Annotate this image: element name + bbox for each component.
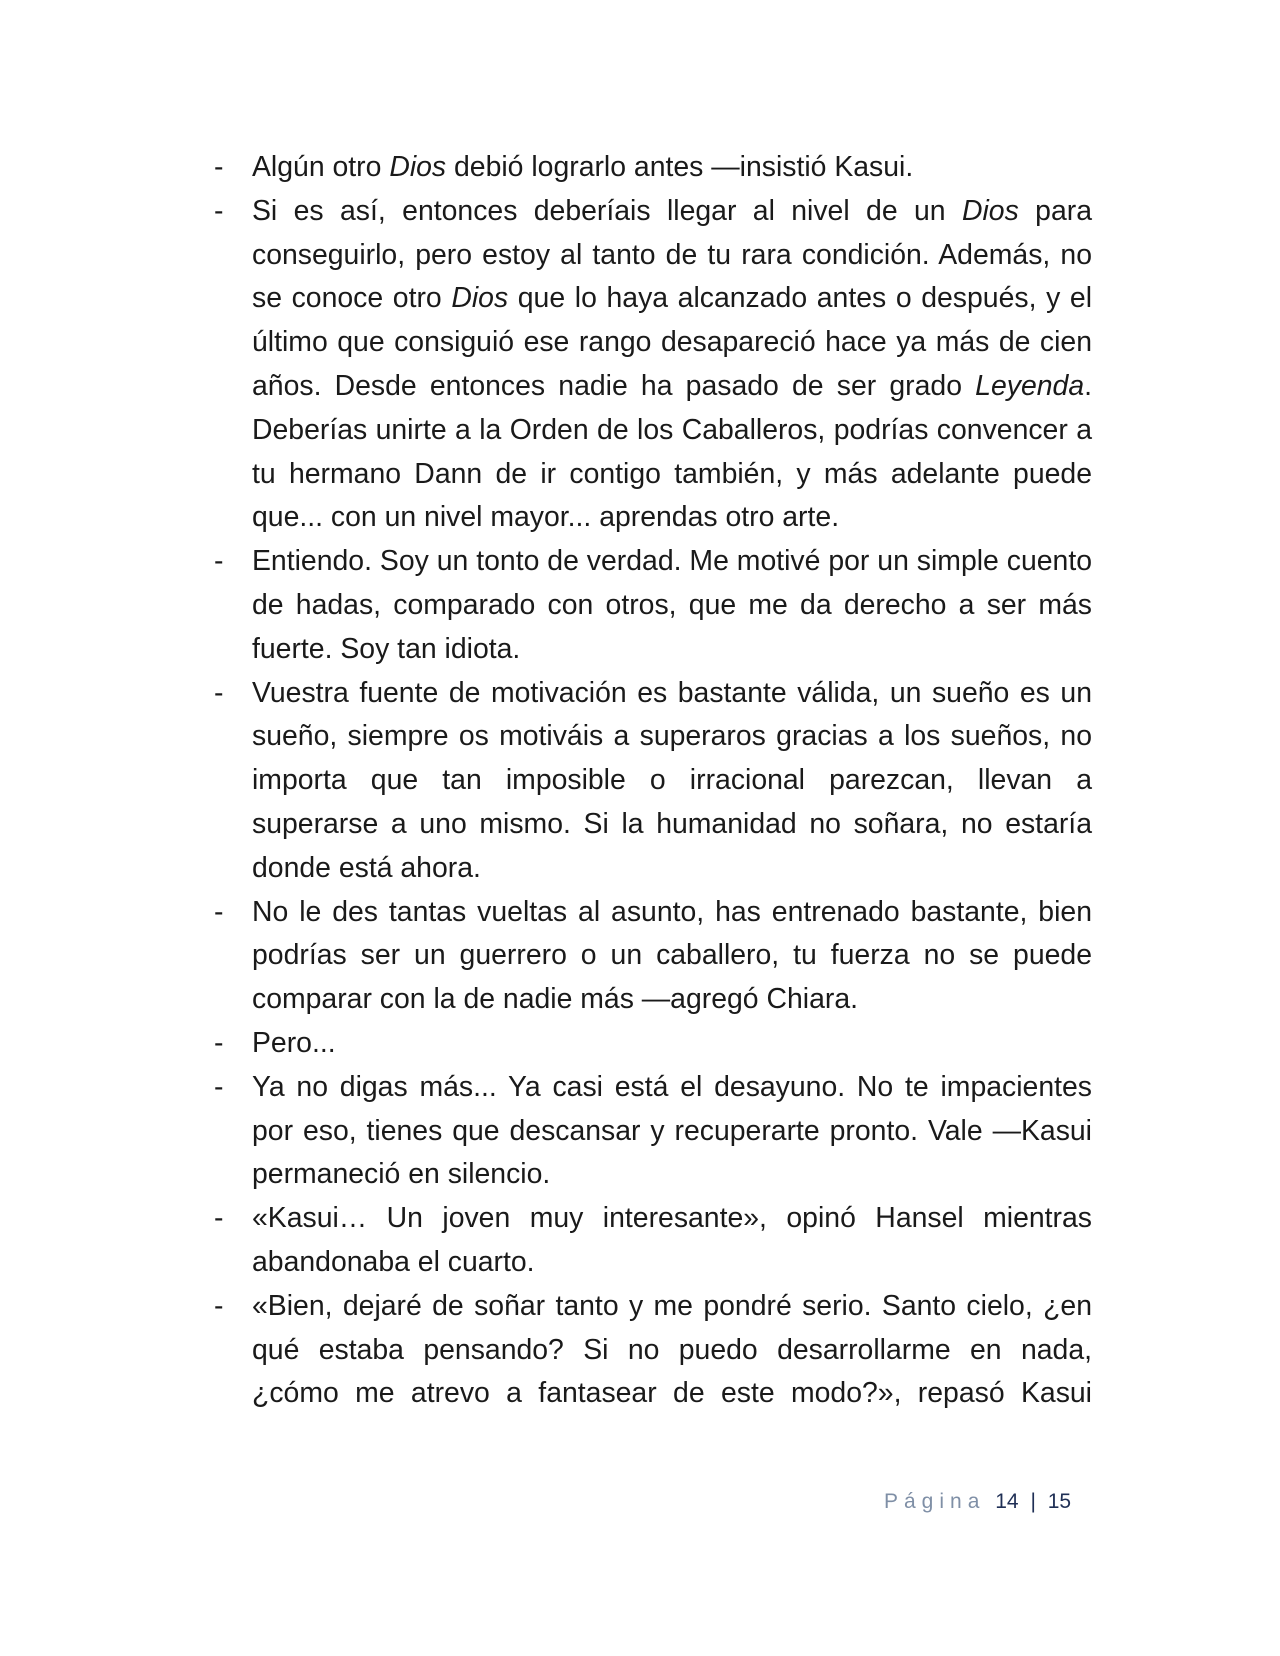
dialogue-line [214, 146, 1092, 190]
dialogue-dash: - [214, 895, 224, 928]
text-segment: para conseguirlo, pero estoy al tanto de tu rara condición. Además, no se conoce otro [252, 194, 1092, 315]
text-segment: Vuestra fuente de motivación es bastante válida, un sueño es un sueño, siempre os motiváis a superaros gracias a los sueños, no importa que tan imposible o irracional parezcan, llevan a superarse a uno mismo. Si la humanidad no soñara, no estaría donde está ahora. [252, 676, 1092, 884]
page-separator: | [1030, 1490, 1036, 1513]
dialogue-line [214, 1285, 1092, 1416]
dialogue-dash: - [214, 151, 224, 183]
page-label: Página [884, 1490, 986, 1513]
text-segment: Algún otro [252, 151, 390, 183]
dialogue-line [214, 1022, 1092, 1066]
dialogue-list [214, 146, 1092, 1416]
italic-text-segment: Dios [961, 194, 1019, 227]
text-segment: debió lograrlo antes —insistió Kasui. [446, 151, 914, 183]
text-segment: . Deberías unirte a la Orden de los Caballeros, podrías convencer a tu hermano Dann de ir contigo también, y más adelante puede que... con un nivel mayor... aprendas otro arte. [252, 369, 1092, 534]
text-segment: «Bien, dejaré de soñar tanto y me pondré serio. Santo cielo, ¿en qué estaba pensando? Si no puedo desarrollarme en nada, ¿cómo me atrevo a fantasear de este modo?», repasó Kasui [252, 1289, 1092, 1410]
text-segment: Ya no digas más... Ya casi está el desayuno. No te impacientes por eso, tienes que descansar y recuperarte pronto. Vale —Kasui permaneció en silencio. [252, 1070, 1092, 1191]
total-page-count: 15 [1047, 1490, 1072, 1513]
dialogue-dash: - [214, 1026, 224, 1059]
italic-text-segment: Leyenda [975, 369, 1085, 402]
text-segment: Si es así, entonces deberíais llegar al nivel de un [252, 194, 962, 227]
dialogue-dash: - [214, 1070, 224, 1103]
italic-text-segment: Dios [451, 282, 509, 315]
dialogue-dash: - [214, 1202, 224, 1235]
current-page-number: 14 [995, 1490, 1019, 1513]
page-footer [884, 1490, 1071, 1514]
dialogue-line [214, 1066, 1092, 1197]
dialogue-line [214, 540, 1092, 671]
dialogue-line [214, 672, 1092, 891]
text-segment: «Kasui… Un joven muy interesante», opinó Hansel mientras abandonaba el cuarto. [252, 1202, 1092, 1278]
dialogue-dash: - [214, 676, 224, 709]
text-segment: Entiendo. Soy un tonto de verdad. Me motivé por un simple cuento de hadas, comparado con otros, que me da derecho a ser más fuerte. Soy tan idiota. [252, 545, 1092, 665]
dialogue-line [214, 190, 1092, 540]
text-segment: que lo haya alcanzado antes o después, y el último que consiguió ese rango desapareció hace ya más de cien años. Desde entonces nadie ha pasado de ser grado [252, 282, 1092, 402]
dialogue-line [214, 891, 1092, 1022]
dialogue-line [214, 1197, 1092, 1285]
italic-text-segment: Dios [389, 151, 447, 183]
dialogue-dash: - [214, 545, 224, 578]
dialogue-dash: - [214, 1289, 224, 1322]
text-segment: Pero... [252, 1026, 336, 1059]
text-segment: No le des tantas vueltas al asunto, has entrenado bastante, bien podrías ser un guerrero o un caballero, tu fuerza no se puede comparar con la de nadie más —agregó Chiara. [252, 895, 1092, 1016]
dialogue-dash: - [214, 194, 224, 227]
